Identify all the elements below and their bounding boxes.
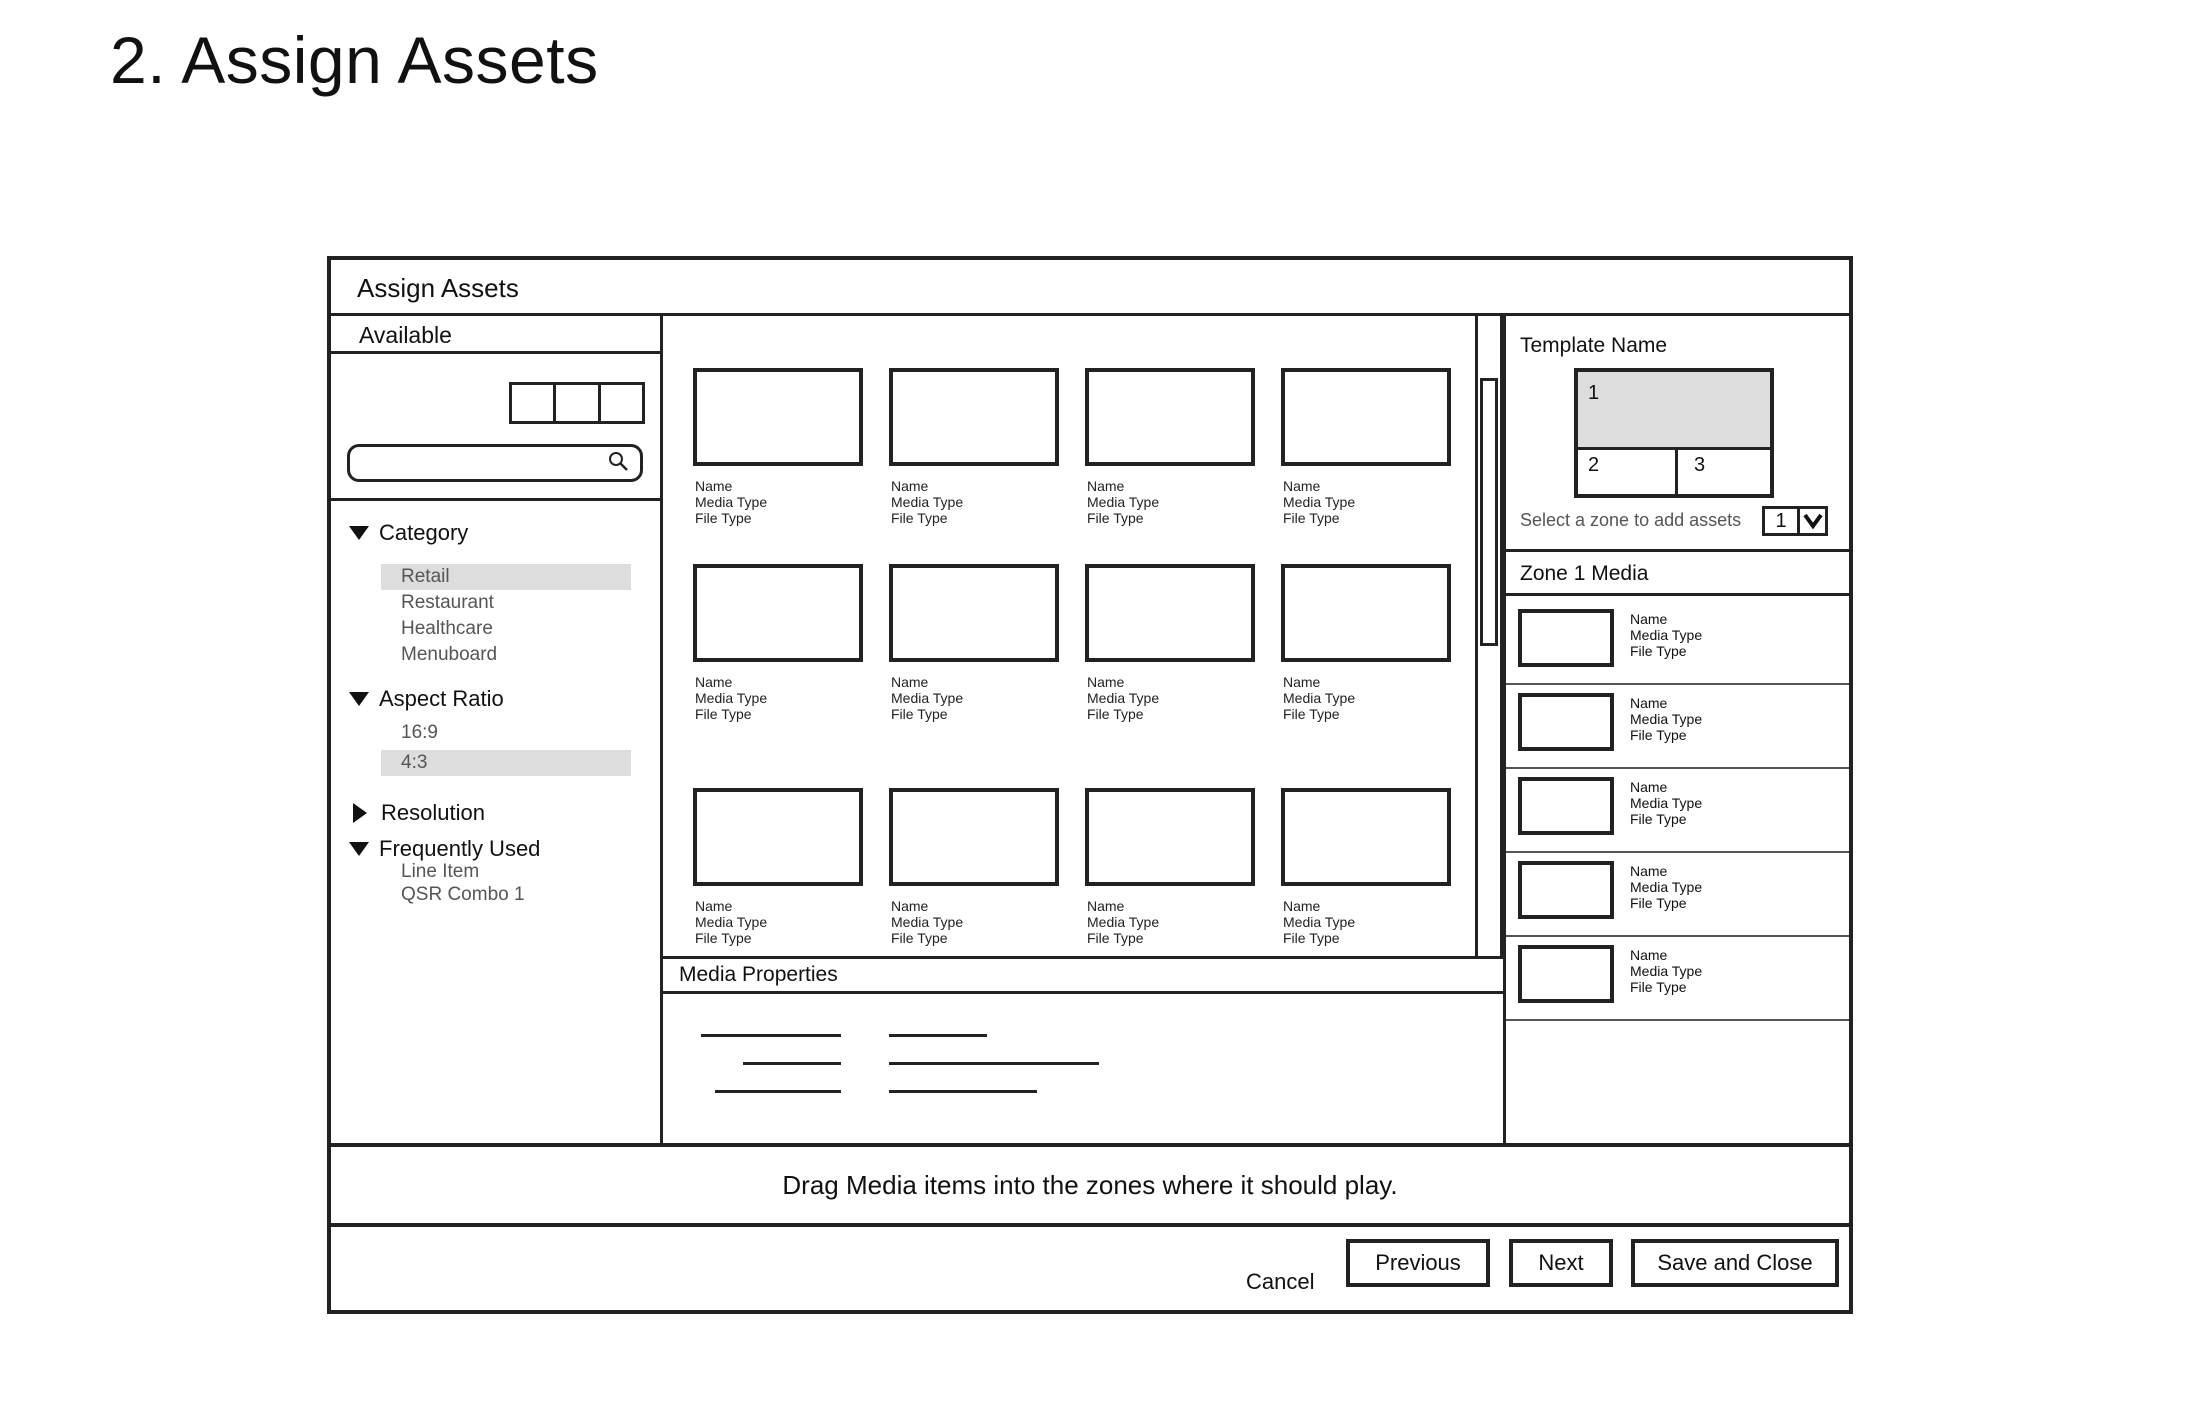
- media-tile[interactable]: [889, 368, 1059, 526]
- media-meta: [1630, 863, 1702, 911]
- view-mode-button-1[interactable]: [512, 385, 556, 421]
- media-meta: [1281, 898, 1451, 946]
- file-type: File Type: [1283, 706, 1340, 722]
- media-grid-scrollbar[interactable]: [1475, 316, 1503, 956]
- media-thumbnail: [693, 788, 863, 886]
- available-panel: [331, 316, 663, 1143]
- file-type: File Type: [891, 510, 948, 526]
- media-meta: [889, 674, 1059, 722]
- scrollbar-thumb[interactable]: [1480, 378, 1498, 646]
- media-thumbnail: [1518, 777, 1614, 835]
- media-thumbnail: [889, 788, 1059, 886]
- media-tile[interactable]: [1281, 788, 1451, 946]
- media-tile[interactable]: [889, 564, 1059, 722]
- expand-down-icon: [349, 526, 369, 540]
- media-name: Name: [1087, 478, 1125, 494]
- available-header: Available: [331, 316, 660, 354]
- media-thumbnail: [693, 564, 863, 662]
- media-tile[interactable]: [693, 564, 863, 722]
- template-panel: [1503, 316, 1849, 1143]
- media-grid-panel: [663, 316, 1503, 956]
- media-type: Media Type: [1087, 914, 1160, 930]
- media-name: Name: [1283, 478, 1321, 494]
- media-name: Name: [1630, 779, 1668, 795]
- media-meta: [889, 898, 1059, 946]
- media-type: Media Type: [1630, 795, 1703, 811]
- media-name: Name: [695, 674, 733, 690]
- filter-item-menuboard[interactable]: Menuboard: [401, 644, 498, 665]
- expand-down-icon: [349, 842, 369, 856]
- media-type: Media Type: [891, 914, 964, 930]
- filter-label: Frequently Used: [379, 836, 541, 861]
- property-value-placeholder: [889, 1090, 1037, 1093]
- media-name: Name: [1283, 898, 1321, 914]
- file-type: File Type: [1630, 895, 1687, 911]
- file-type: File Type: [1630, 643, 1687, 659]
- category-list: [381, 564, 631, 668]
- filter-item-16-9[interactable]: 16:9: [401, 722, 438, 743]
- media-type: Media Type: [1630, 711, 1703, 727]
- search-input[interactable]: [360, 447, 604, 479]
- frequently-used-list: [381, 860, 631, 906]
- template-zone-map: [1574, 368, 1774, 498]
- file-type: File Type: [1087, 706, 1144, 722]
- media-meta: [1085, 898, 1255, 946]
- file-type: File Type: [695, 706, 752, 722]
- media-properties-header: Media Properties: [663, 956, 1503, 994]
- filter-label: Category: [379, 520, 469, 545]
- media-type: Media Type: [1283, 690, 1356, 706]
- media-meta: [1085, 674, 1255, 722]
- media-name: Name: [1087, 674, 1125, 690]
- media-tile[interactable]: [693, 788, 863, 946]
- media-meta: [1630, 611, 1702, 659]
- filter-label: Resolution: [381, 800, 485, 825]
- save-and-close-button[interactable]: Save and Close: [1631, 1239, 1839, 1287]
- divider: [331, 498, 660, 501]
- template-name: Template Name: [1520, 334, 1668, 357]
- media-thumbnail: [1085, 564, 1255, 662]
- media-meta: [1630, 947, 1702, 995]
- media-thumbnail: [1518, 609, 1614, 667]
- zone-select[interactable]: [1762, 506, 1828, 536]
- media-type: Media Type: [1087, 690, 1160, 706]
- filter-item-healthcare[interactable]: Healthcare: [401, 618, 493, 639]
- media-type: Media Type: [695, 494, 768, 510]
- view-mode-button-3[interactable]: [601, 385, 642, 421]
- file-type: File Type: [695, 510, 752, 526]
- search-box: [347, 444, 643, 482]
- property-value-placeholder: [889, 1034, 987, 1037]
- view-mode-toggle: [509, 382, 645, 424]
- zone-3[interactable]: 3: [1694, 454, 1706, 476]
- file-type: File Type: [1087, 930, 1144, 946]
- media-type: Media Type: [891, 690, 964, 706]
- media-name: Name: [891, 674, 929, 690]
- media-name: Name: [1087, 898, 1125, 914]
- media-thumbnail: [1281, 564, 1451, 662]
- aspect-ratio-list: [381, 720, 631, 776]
- zone-select-value: 1: [1765, 509, 1800, 533]
- dialog-footer: [331, 1227, 1849, 1310]
- media-type: Media Type: [1087, 494, 1160, 510]
- media-type: Media Type: [1283, 494, 1356, 510]
- file-type: File Type: [1630, 727, 1687, 743]
- zone-media-header: Zone 1 Media: [1506, 552, 1849, 596]
- media-meta: [1281, 478, 1451, 526]
- media-thumbnail: [1085, 788, 1255, 886]
- file-type: File Type: [1630, 979, 1687, 995]
- media-type: Media Type: [1630, 963, 1703, 979]
- file-type: File Type: [1630, 811, 1687, 827]
- zone-media-item[interactable]: [1506, 683, 1849, 769]
- media-meta: [1630, 695, 1702, 743]
- cancel-link[interactable]: Cancel: [1246, 1269, 1315, 1294]
- filter-item-retail[interactable]: Retail: [381, 564, 631, 590]
- media-meta: [1630, 779, 1702, 827]
- media-name: Name: [891, 898, 929, 914]
- media-tile[interactable]: [1085, 564, 1255, 722]
- media-thumbnail: [1518, 693, 1614, 751]
- zone-select-label: Select a zone to add assets: [1520, 510, 1742, 530]
- expand-right-icon: [353, 803, 367, 823]
- filter-frequently-used[interactable]: [349, 836, 540, 862]
- media-tile[interactable]: [1085, 788, 1255, 946]
- media-type: Media Type: [695, 914, 768, 930]
- file-type: File Type: [1283, 930, 1340, 946]
- zone-2[interactable]: 2: [1578, 450, 1678, 494]
- page-title: 2. Assign Assets: [110, 23, 599, 97]
- media-name: Name: [1630, 695, 1668, 711]
- file-type: File Type: [891, 706, 948, 722]
- instruction-text: Drag Media items into the zones where it should play.: [331, 1143, 1849, 1227]
- filter-label: Aspect Ratio: [379, 686, 504, 711]
- media-name: Name: [891, 478, 929, 494]
- filter-item-qsr-combo[interactable]: QSR Combo 1: [401, 884, 525, 905]
- media-thumbnail: [693, 368, 863, 466]
- media-type: Media Type: [1630, 627, 1703, 643]
- media-tile[interactable]: [1085, 368, 1255, 526]
- file-type: File Type: [1283, 510, 1340, 526]
- media-type: Media Type: [695, 690, 768, 706]
- media-tile[interactable]: [889, 788, 1059, 946]
- filter-resolution[interactable]: [349, 800, 485, 826]
- property-value-placeholder: [889, 1062, 1099, 1065]
- assign-assets-dialog: [327, 256, 1853, 1314]
- filter-category[interactable]: [349, 520, 468, 546]
- media-type: Media Type: [1283, 914, 1356, 930]
- media-meta: [1085, 478, 1255, 526]
- property-label-placeholder: [701, 1034, 841, 1037]
- media-meta: [693, 478, 863, 526]
- expand-down-icon: [349, 692, 369, 706]
- media-thumbnail: [889, 368, 1059, 466]
- dialog-title: Assign Assets: [331, 260, 1849, 316]
- media-type: Media Type: [891, 494, 964, 510]
- file-type: File Type: [891, 930, 948, 946]
- view-mode-button-2[interactable]: [556, 385, 600, 421]
- media-meta: [693, 898, 863, 946]
- property-label-placeholder: [743, 1062, 841, 1065]
- property-label-placeholder: [715, 1090, 841, 1093]
- media-tile[interactable]: [1281, 368, 1451, 526]
- filter-item-line-item[interactable]: Line Item: [401, 861, 480, 882]
- chevron-down-icon[interactable]: [1800, 509, 1825, 533]
- filter-aspect-ratio[interactable]: [349, 686, 504, 712]
- media-properties-body: [663, 994, 1503, 1143]
- media-thumbnail: [1518, 861, 1614, 919]
- file-type: File Type: [1087, 510, 1144, 526]
- media-name: Name: [695, 898, 733, 914]
- media-grid: [663, 316, 1475, 956]
- file-type: File Type: [695, 930, 752, 946]
- media-tile[interactable]: [693, 368, 863, 526]
- zone-media-item[interactable]: [1506, 599, 1849, 685]
- media-meta: [1281, 674, 1451, 722]
- media-name: Name: [1630, 611, 1668, 627]
- media-thumbnail: [1518, 945, 1614, 1003]
- media-tile[interactable]: [1281, 564, 1451, 722]
- filter-item-4-3[interactable]: 4:3: [381, 750, 631, 776]
- media-name: Name: [1630, 947, 1668, 963]
- previous-button[interactable]: Previous: [1346, 1239, 1490, 1287]
- media-thumbnail: [1281, 368, 1451, 466]
- media-thumbnail: [889, 564, 1059, 662]
- next-button[interactable]: Next: [1509, 1239, 1613, 1287]
- media-meta: [693, 674, 863, 722]
- search-icon[interactable]: [608, 451, 630, 473]
- media-name: Name: [1630, 863, 1668, 879]
- zone-media-item[interactable]: [1506, 767, 1849, 853]
- zone-media-item[interactable]: [1506, 851, 1849, 937]
- media-thumbnail: [1085, 368, 1255, 466]
- zone-media-item[interactable]: [1506, 935, 1849, 1021]
- media-name: Name: [695, 478, 733, 494]
- zone-1[interactable]: 1: [1578, 372, 1770, 450]
- media-name: Name: [1283, 674, 1321, 690]
- media-type: Media Type: [1630, 879, 1703, 895]
- media-meta: [889, 478, 1059, 526]
- filter-item-restaurant[interactable]: Restaurant: [401, 592, 494, 613]
- media-thumbnail: [1281, 788, 1451, 886]
